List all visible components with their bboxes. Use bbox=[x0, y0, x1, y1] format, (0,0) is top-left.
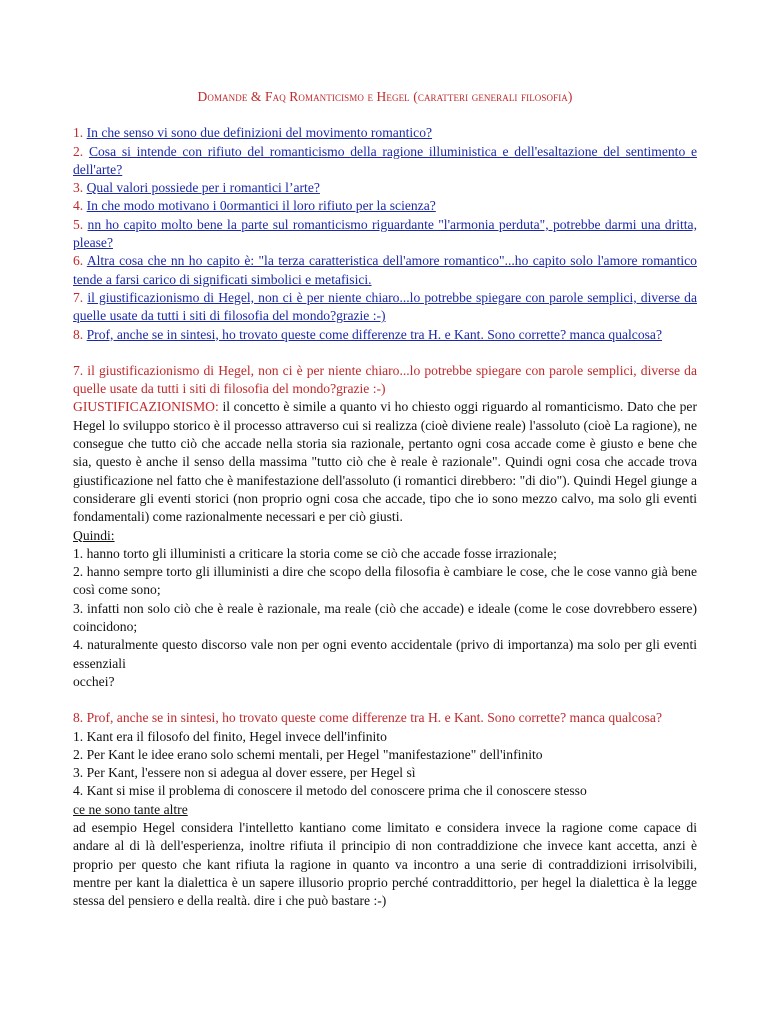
question-link[interactable]: Cosa si intende con rifiuto del romanticismo della ragione illuministica e dell'esaltazione del sentimento e dell'arte? bbox=[73, 143, 697, 177]
question-item[interactable]: 1. In che senso vi sono due definizioni del movimento romantico? bbox=[73, 125, 433, 141]
document-content bbox=[73, 88, 697, 910]
list-item: 4. Kant si mise il problema di conoscere il metodo del conoscere prima che il conoscere stesso bbox=[73, 783, 587, 799]
question-link[interactable]: nn ho capito molto bene la parte sul romanticismo riguardante "l'armonia perduta", potrebbe darmi una dritta, please? bbox=[73, 216, 697, 251]
question-link[interactable]: Altra cosa che nn ho capito è: "la terza caratteristica dell'amore romantico"...ho capito solo l'amore romantico tende a farsi carico di significati simbolici e metafisici. bbox=[73, 253, 697, 287]
answer-section-7 bbox=[73, 362, 697, 691]
question-item[interactable]: 6. Altra cosa che nn ho capito è: "la terza caratteristica dell'amore romantico"...ho capito solo l'amore romantico tende a farsi carico di significati simbolici e metafisici. bbox=[73, 253, 697, 287]
closing-text: occhei? bbox=[73, 673, 115, 689]
answer-question: 8. Prof, anche se in sintesi, ho trovato queste come differenze tra H. e Kant. Sono corrette? manca qualcosa? bbox=[73, 710, 662, 726]
list-item: 4. naturalmente questo discorso vale non per ogni evento accidentale (privo di importanza) ma solo per gli eventi essenziali bbox=[73, 637, 697, 671]
question-link[interactable]: In che senso vi sono due definizioni del movimento romantico? bbox=[86, 125, 433, 141]
document-title: Domande & Faq Romanticismo e Hegel (caratteri generali filosofia) bbox=[197, 89, 573, 104]
answer-paragraph: ad esempio Hegel considera l'intelletto kantiano come limitato e considera invece la ragione come capace di andare al di là dell'esperienza, inoltre rifiuta il principio di non contraddizione che invece kant accetta, anzi è proprio per questo che kant rifiuta la ragione in quanto va incontro a una serie di contraddizioni irrisolvibili, mentre per kant la dialettica è un sapere illusorio proprio perché contraddittorio, per hegel la dialettica è la legge stessa del pensiero e della realtà. dire i che può bastare :-) bbox=[73, 819, 697, 909]
list-item: 2. Per Kant le idee erano solo schemi mentali, per Hegel "manifestazione" dell'infinito bbox=[73, 746, 543, 762]
quindi-heading: Quindi: bbox=[73, 527, 115, 543]
question-item[interactable]: 7. il giustificazionismo di Hegel, non ci è per niente chiaro...lo potrebbe spiegare con parole semplici, diverse da quelle usate da tutti i siti di filosofia del mondo?grazie :-) bbox=[73, 289, 697, 324]
question-item[interactable]: 5. nn ho capito molto bene la parte sul romanticismo riguardante "l'armonia perduta", potrebbe darmi una dritta, please? bbox=[73, 216, 697, 251]
question-item[interactable]: 8. Prof, anche se in sintesi, ho trovato queste come differenze tra H. e Kant. Sono corrette? manca qualcosa? bbox=[73, 326, 662, 342]
question-list bbox=[73, 124, 697, 344]
spacer bbox=[73, 344, 697, 362]
spacer bbox=[73, 691, 697, 709]
more-heading: ce ne sono tante altre bbox=[73, 801, 188, 817]
question-link[interactable]: Qual valori possiede per i romantici l’arte? bbox=[86, 180, 320, 196]
question-item[interactable]: 2. Cosa si intende con rifiuto del romanticismo della ragione illuministica e dell'esaltazione del sentimento e dell'arte? bbox=[73, 143, 697, 177]
list-item: 3. Per Kant, l'essere non si adegua al dover essere, per Hegel sì bbox=[73, 765, 416, 781]
question-link[interactable]: In che modo motivano i 0ormantici il loro rifiuto per la scienza? bbox=[86, 198, 436, 214]
answer-term: GIUSTIFICAZIONISMO: bbox=[73, 399, 219, 415]
question-link[interactable]: Prof, anche se in sintesi, ho trovato queste come differenze tra H. e Kant. Sono corrette? manca qualcosa? bbox=[86, 326, 662, 342]
question-item[interactable]: 3. Qual valori possiede per i romantici l’arte? bbox=[73, 180, 320, 196]
question-link[interactable]: il giustificazionismo di Hegel, non ci è per niente chiaro...lo potrebbe spiegare con parole semplici, diverse da quelle usate da tutti i siti di filosofia del mondo?grazie :-) bbox=[73, 289, 697, 324]
answer-section-8 bbox=[73, 709, 697, 910]
question-item[interactable]: 4. In che modo motivano i 0ormantici il loro rifiuto per la scienza? bbox=[73, 198, 436, 214]
list-item: 3. infatti non solo ciò che è reale è razionale, ma reale (ciò che accade) e ideale (come le cose dovrebbero essere) coincidono; bbox=[73, 600, 697, 635]
answer-paragraph: GIUSTIFICAZIONISMO: il concetto è simile a quanto vi ho chiesto oggi riguardo al romanticismo. Dato che per Hegel lo sviluppo storico è il processo attraverso cui si realizza (cioè diviene reale) l'assoluto (cioè La ragione), ne consegue che tutto ciò che accade nella storia sia razionale, pertanto ogni cosa accade come è giusto e bene che sia, questo è anche il senso della massima "tutto ciò che è reale è razionale". Quindi ogni cosa che accade trova giustificazione nel fatto che è manifestazione dell'assoluto (i romantici direbbero: "di dio"). Quindi Hegel giunge a considerare gli eventi storici (non proprio ogni cosa che accade, tipo che io sono mezzo calvo, ma solo gli eventi fondamentali) come razionalmente necessari e per ciò giusti. bbox=[73, 399, 697, 525]
list-item: 1. hanno torto gli illuministi a criticare la storia come se ciò che accade fosse irrazionale; bbox=[73, 545, 557, 561]
list-item: 2. hanno sempre torto gli illuministi a dire che scopo della filosofia è cambiare le cose, che le cose vanno già bene così come sono; bbox=[73, 564, 697, 598]
answer-question: 7. il giustificazionismo di Hegel, non ci è per niente chiaro...lo potrebbe spiegare con parole semplici, diverse da quelle usate da tutti i siti di filosofia del mondo?grazie :-) bbox=[73, 362, 697, 397]
list-item: 1. Kant era il filosofo del finito, Hegel invece dell'infinito bbox=[73, 728, 387, 744]
